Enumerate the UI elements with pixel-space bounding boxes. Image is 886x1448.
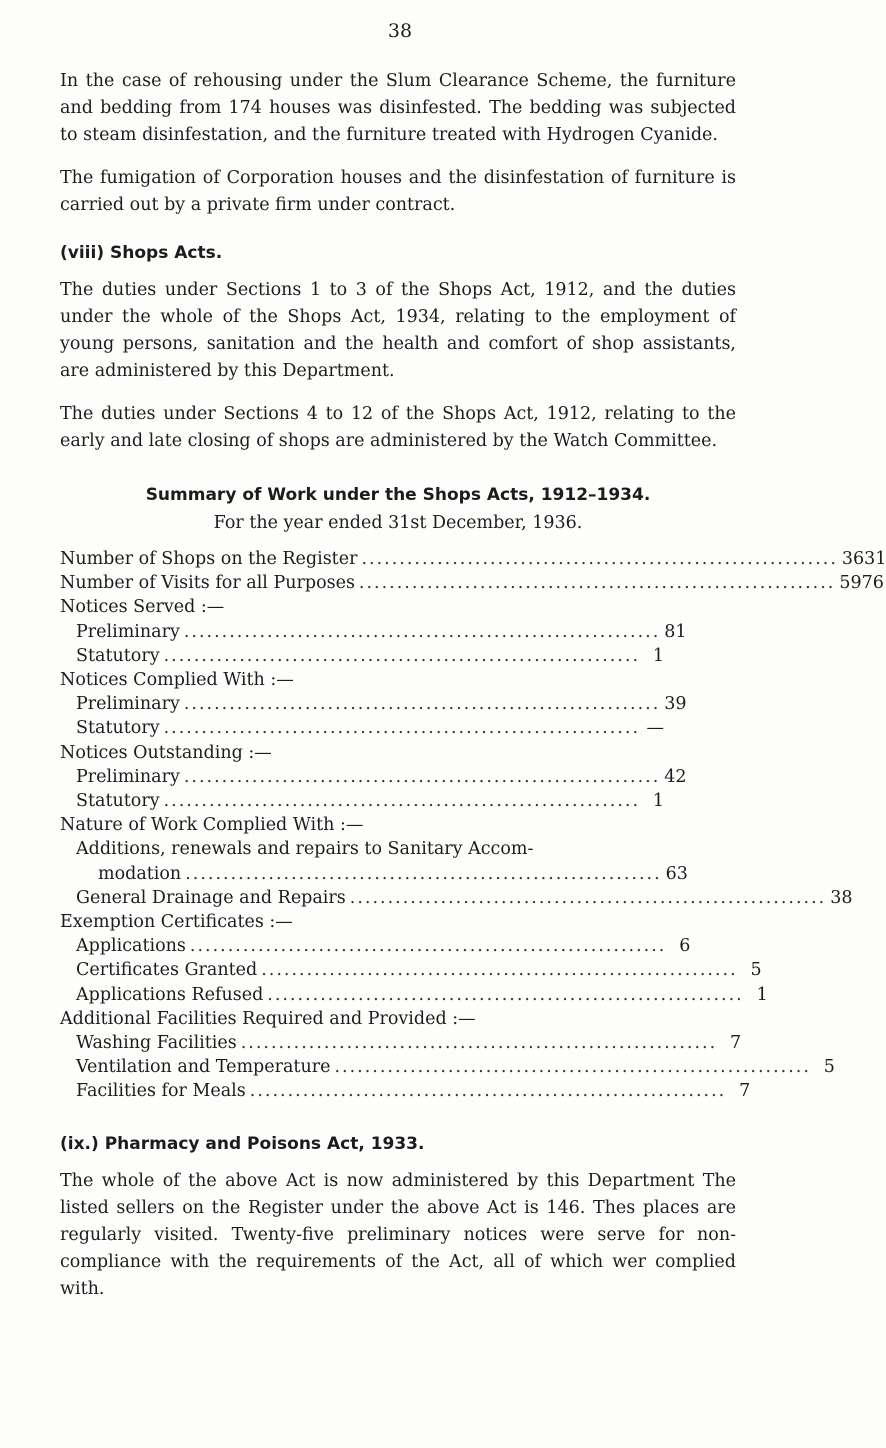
exemption-granted: Certificates Granted ............................................................... 5 xyxy=(60,958,654,982)
row-value: 3631 xyxy=(841,549,886,569)
pharmacy-number: (ix.) xyxy=(60,1133,99,1154)
shops-acts-number: (viii) xyxy=(60,243,105,263)
row-value: 5 xyxy=(823,1057,835,1078)
row-label: General Drainage and Repairs xyxy=(76,887,346,908)
row-label: Applications Refused xyxy=(76,984,264,1005)
notices-complied-preliminary: Preliminary ............................................................... 39 xyxy=(60,692,654,716)
shops-acts-paragraph-closing: The duties under Sections 4 to 12 of the Shops Act, 1912, relating to the early and late closing of shops are administered by the Watch Committee. xyxy=(60,404,736,451)
row-label: Certificates Granted xyxy=(76,960,258,981)
additional-washing: Washing Facilities ............................................................... 7 xyxy=(60,1031,654,1055)
notices-served-heading: Notices Served :— xyxy=(60,597,225,618)
notices-outstanding-heading: Notices Outstanding :— xyxy=(60,742,272,763)
row-label: Preliminary xyxy=(76,694,180,715)
pharmacy-heading xyxy=(60,1134,736,1154)
intro-paragraph-rehousing: In the case of rehousing under the Slum Clearance Scheme, the furniture and bedding from 174 houses was disinfested. The bedding was subjected to steam disinfestation, and the furniture treated with Hydrogen Cyanide. xyxy=(60,71,736,145)
row-label: Ventilation and Temperature xyxy=(76,1057,331,1078)
pharmacy-title: Pharmacy and Poisons Act, 1933. xyxy=(104,1133,425,1154)
row-value: 63 xyxy=(665,863,688,884)
row-value: 42 xyxy=(664,766,687,787)
summary-table xyxy=(60,547,886,1104)
notices-outstanding-statutory: Statutory ............................................................... 1 xyxy=(60,789,654,813)
nature-additions: modation ............................................................... 63 xyxy=(60,862,676,886)
row-value: 38 xyxy=(830,887,853,908)
row-label: Facilities for Meals xyxy=(76,1081,246,1102)
row-label: Washing Facilities xyxy=(76,1033,237,1054)
nature-of-work-heading: Nature of Work Complied With :— xyxy=(60,815,364,836)
summary-title: Summary of Work under the Shops Acts, 1912–1934. xyxy=(145,485,651,505)
page-content xyxy=(60,68,886,1303)
row-value: 1 xyxy=(652,791,665,812)
notices-served-statutory: Statutory ............................................................... 1 xyxy=(60,644,654,668)
shops-acts-title: Shops Acts. xyxy=(110,243,223,263)
row-value: 1 xyxy=(652,645,665,666)
exemption-applications: Applications ............................................................... 6 xyxy=(60,934,654,958)
exemption-refused: Applications Refused ............................................................... 1 xyxy=(60,983,654,1007)
notices-outstanding-preliminary: Preliminary ............................................................... 42 xyxy=(60,765,654,789)
pharmacy-paragraph: The whole of the above Act is now administered by this Department The listed sellers on the Register under the above Act is 146. Thes places are regularly visited. Twenty-five preliminary notices were serve for non-compliance with the requirements of the Act, all of which wer complied with. xyxy=(60,1170,736,1299)
notices-complied-statutory: Statutory ............................................................... — xyxy=(60,716,654,740)
shops-acts-heading xyxy=(60,243,736,263)
row-value: 1 xyxy=(756,984,768,1005)
page-number: 38 xyxy=(387,20,413,42)
nature-additions-label-line1: Additions, renewals and repairs to Sanitary Accom- xyxy=(76,839,534,860)
row-label: Number of Visits for all Purposes xyxy=(60,573,355,594)
row-label: Statutory xyxy=(76,718,160,739)
summary-row-register: Number of Shops on the Register ............................................................... 3631 xyxy=(60,547,736,571)
additional-ventilation: Ventilation and Temperature ............................................................... 5 xyxy=(60,1055,654,1079)
row-label: Statutory xyxy=(76,645,160,666)
row-value: 7 xyxy=(730,1033,742,1054)
row-value: 81 xyxy=(664,621,687,642)
notices-complied-heading: Notices Complied With :— xyxy=(60,670,294,691)
row-label: Statutory xyxy=(76,791,160,812)
row-label: Applications xyxy=(76,936,186,957)
row-value: 6 xyxy=(679,936,691,957)
row-label: modation xyxy=(98,863,182,884)
row-value: 7 xyxy=(739,1081,751,1102)
summary-subtitle: For the year ended 31st December, 1936. xyxy=(213,513,583,533)
notices-served-preliminary: Preliminary ............................................................... 81 xyxy=(60,620,654,644)
row-value: 5976 xyxy=(839,573,884,594)
row-label: Preliminary xyxy=(76,766,180,787)
exemption-heading: Exemption Certificates :— xyxy=(60,912,293,933)
summary-row-visits: Number of Visits for all Purposes ............................................................... 5976 xyxy=(60,571,736,595)
intro-paragraph-fumigation: The fumigation of Corporation houses and the disinfestation of furniture is carried out by a private firm under contract. xyxy=(60,168,736,215)
row-label: Preliminary xyxy=(76,621,180,642)
row-value: — xyxy=(646,718,665,739)
row-label: Number of Shops on the Register xyxy=(60,549,358,569)
row-value: 5 xyxy=(750,960,762,981)
shops-acts-paragraph-duties: The duties under Sections 1 to 3 of the Shops Act, 1912, and the duties under the whole of the Shops Act, 1934, relating to the employment of young persons, sanitation and the health and comfort of shop assistants, are administered by this Department. xyxy=(60,280,736,381)
additional-meals: Facilities for Meals ............................................................... 7 xyxy=(60,1079,654,1103)
row-value: 39 xyxy=(664,694,687,715)
additional-facilities-heading: Additional Facilities Required and Provided :— xyxy=(60,1008,476,1029)
nature-drainage: General Drainage and Repairs ............................................................... 38 xyxy=(60,886,654,910)
